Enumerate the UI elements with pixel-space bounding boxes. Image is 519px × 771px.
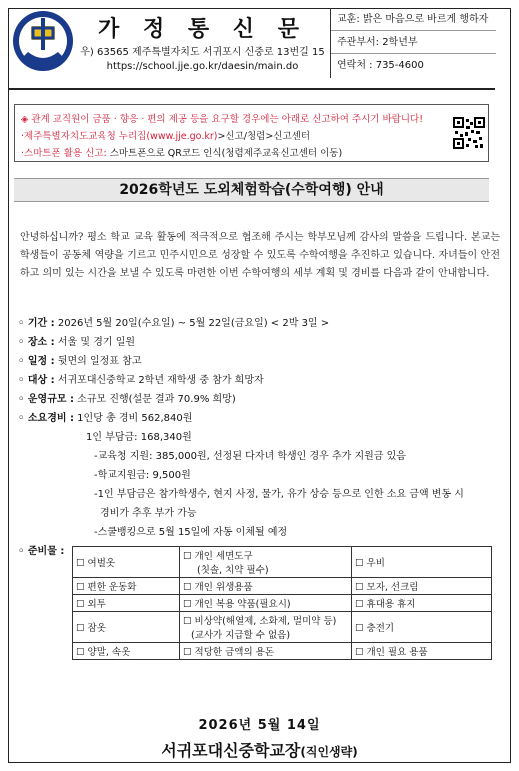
place-label: ◦ 장소 : <box>18 337 55 348</box>
issue-date: 2026년 5월 14일 <box>198 718 321 733</box>
notice-link[interactable]: ·제주특별자치도교육청 누리집(www.jje.go.kr) <box>21 131 218 142</box>
cost-person: 1인 부담금: 168,340원 <box>86 432 192 443</box>
target-row <box>18 371 264 386</box>
prep-row <box>18 542 64 557</box>
header <box>8 8 495 98</box>
period-value: 2026년 5월 20일(수요일) ~ 5월 22일(금요일) < 2박 3일 > <box>54 318 330 329</box>
cost-sub-4: -스쿨뱅킹으로 5월 15일에 자동 이체될 예정 <box>94 527 288 538</box>
prep-item[interactable]: ☐ 모자, 선크림 <box>352 578 492 595</box>
table-row <box>73 578 492 595</box>
address-line: 우) 63565 제주특별자치도 서귀포시 신중로 13번길 15 <box>80 47 325 58</box>
signer-suffix: (직인생략) <box>300 745 358 759</box>
cost-total: 1인당 총 경비 562,840원 <box>74 413 193 424</box>
department: 주관부서: 2학년부 <box>331 31 496 54</box>
notice-smartphone-label: ·스마트폰 활용 신고: <box>21 148 107 159</box>
prep-item[interactable] <box>180 547 352 578</box>
cost-row <box>18 409 192 424</box>
place-row <box>18 333 135 348</box>
motto: 교훈: 밝은 마음으로 바르게 행하자 <box>331 8 496 31</box>
main-title: 2026학년도 도외체험학습(수학여행) 안내 <box>14 178 489 202</box>
prep-item-line: ☐ 비상약(해열제, 소화제, 멀미약 등) <box>183 616 337 627</box>
schedule-row <box>18 352 142 367</box>
intro-paragraph: 안녕하십니까? 평소 학교 교육 활동에 적극적으로 협조해 주시는 학부모님께 감사의 말씀을 드립니다. 본교는 학생들이 공동체 역량을 기르고 민주시민으로 성장할 수 있도록 수학여행을 추진하고 있습니다. 자녀들이 안전하고 의미 있는 시간을 보낼 수 있도록 마련한 이번 수학여행의 세부 계획 및 경비를 다음과 같이 안내합니다. <box>20 232 500 279</box>
prep-item[interactable]: ☐ 충전기 <box>352 612 492 643</box>
cost-sub-3a: -1인 부담금은 참가학생수, 현지 사정, 물가, 유가 상승 등으로 인한 소요 금액 변동 시 <box>94 489 464 500</box>
cost-sub-2: -학교지원금: 9,500원 <box>94 470 191 481</box>
prep-item[interactable]: ☐ 우비 <box>352 547 492 578</box>
document-title: 가 정 통 신 문 <box>98 17 307 42</box>
signer-name: 서귀포대신중학교장 <box>161 741 301 760</box>
table-row <box>73 547 492 578</box>
cost-sub-3b: 경비가 추후 부가 가능 <box>100 508 197 519</box>
notice-line-3 <box>21 145 342 159</box>
scale-row <box>18 390 236 405</box>
place-value: 서울 및 경기 일원 <box>54 337 136 348</box>
target-value: 서귀포대신중학교 2학년 재학생 중 참가 희망자 <box>54 375 264 386</box>
prep-item[interactable]: ☐ 양말, 속옷 <box>73 643 180 660</box>
cost-label: ◦ 소요경비 : <box>18 413 74 424</box>
prep-item[interactable]: ☐ 여벌옷 <box>73 547 180 578</box>
table-row <box>73 612 492 643</box>
schedule-label: ◦ 일정 : <box>18 356 55 367</box>
prep-item[interactable]: ☐ 편한 운동화 <box>73 578 180 595</box>
scale-label: ◦ 운영규모 : <box>18 394 74 405</box>
notice-smartphone-text: 스마트폰으로 QR코드 인식(청렴제주교육신고센터 이동) <box>106 148 343 159</box>
prep-item[interactable]: ☐ 개인 위생용품 <box>180 578 352 595</box>
contact: 연락처 : 735-4600 <box>337 60 424 71</box>
integrity-notice <box>14 104 489 162</box>
prep-item[interactable]: ☐ 개인 필요 용품 <box>352 643 492 660</box>
prep-item[interactable] <box>180 612 352 643</box>
target-label: ◦ 대상 : <box>18 375 55 386</box>
prep-item[interactable]: ☐ 적당한 금액의 용돈 <box>180 643 352 660</box>
period-row <box>18 314 329 329</box>
table-row <box>73 643 492 660</box>
qr-code-icon[interactable] <box>453 110 485 156</box>
prep-item[interactable]: ☐ 휴대용 휴지 <box>352 595 492 612</box>
header-center <box>80 8 325 78</box>
prep-item[interactable]: ☐ 잠옷 <box>73 612 180 643</box>
notice-path: >신고/청렴>신고센터 <box>217 131 311 142</box>
prep-item-note: (칫솔, 치약 필수) <box>197 565 269 576</box>
cost-sub-1: -교육청 지원: 385,000원, 선정된 다자녀 학생인 경우 추가 지원금 있음 <box>94 451 406 462</box>
signer <box>0 738 519 761</box>
notice-line-1: ◈ 관계 교직원이 금품 · 향응 · 편의 제공 등을 요구할 경우에는 아래로 신고하여 주시기 바랍니다! <box>21 114 424 125</box>
prep-item-note: (교사가 지급할 수 없음) <box>191 630 291 641</box>
school-address <box>80 46 325 74</box>
header-divider <box>8 88 495 90</box>
schedule-value: 뒷면의 일정표 참고 <box>54 356 142 367</box>
period-label: ◦ 기간 : <box>18 318 55 329</box>
header-info <box>330 8 496 78</box>
prep-item-line: ☐ 개인 세면도구 <box>183 551 253 562</box>
prep-item[interactable]: ☐ 외투 <box>73 595 180 612</box>
school-logo <box>8 8 78 78</box>
school-url[interactable]: https://school.jje.go.kr/daesin/main.do <box>106 61 299 72</box>
table-row <box>73 595 492 612</box>
prep-label: ◦ 준비물 : <box>18 546 65 557</box>
preparation-table <box>72 546 492 660</box>
notice-line-2 <box>21 128 310 142</box>
prep-item[interactable]: ☐ 개인 복용 약품(필요시) <box>180 595 352 612</box>
scale-value: 소규모 진행(설문 결과 70.9% 희망) <box>74 394 236 405</box>
